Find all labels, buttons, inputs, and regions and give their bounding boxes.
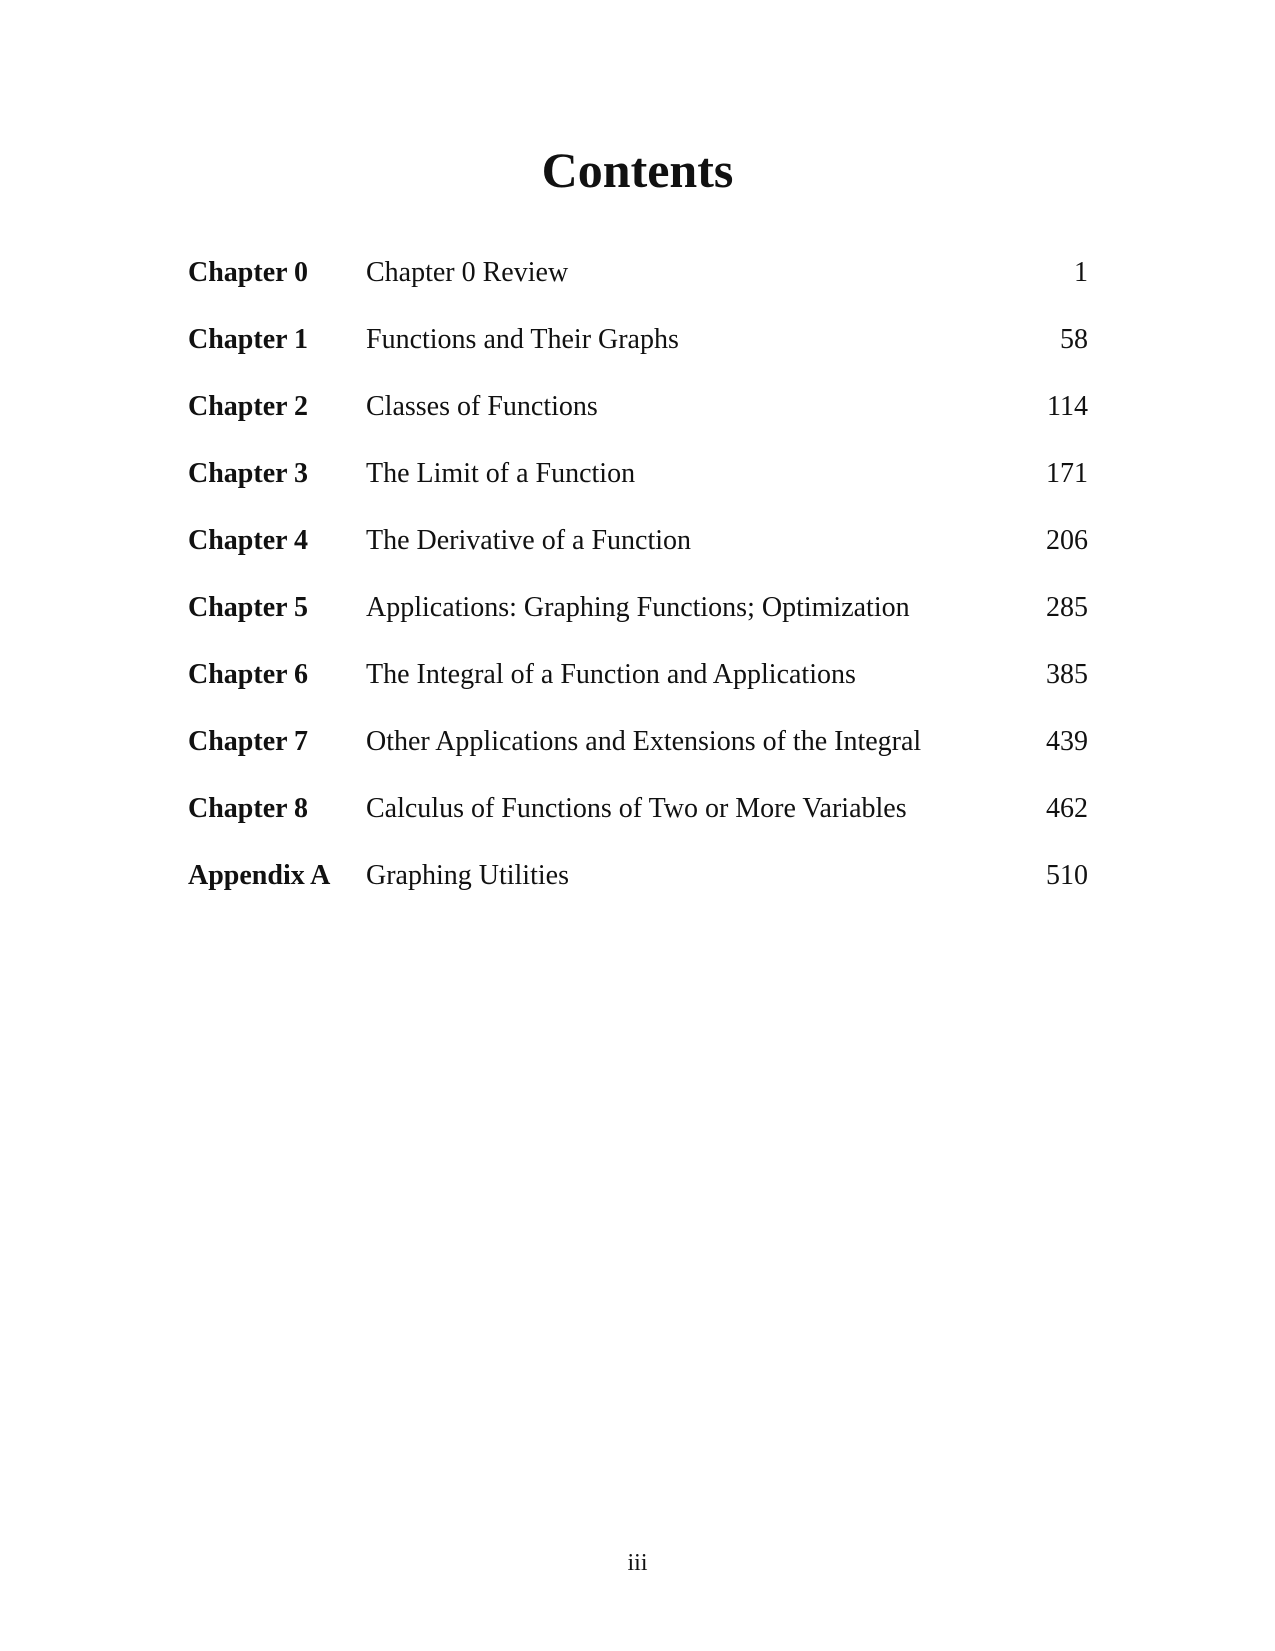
toc-entry-label: Chapter 8 [188, 793, 309, 824]
toc-entry-title: Graphing Utilities [366, 860, 569, 891]
toc-entry-page: 206 [1046, 525, 1088, 556]
toc-entry-title: Chapter 0 Review [366, 257, 569, 288]
toc-entry-title: Other Applications and Extensions of the Integral [366, 726, 922, 757]
page-number: iii [627, 1550, 648, 1576]
page-title: Contents [541, 142, 734, 198]
toc-entry-title: The Limit of a Function [366, 458, 636, 489]
toc-entry-chapter-5[interactable] [188, 590, 1088, 657]
toc-entry-chapter-0[interactable] [188, 255, 1088, 322]
toc-entry-label: Chapter 7 [188, 726, 309, 757]
toc-entry-appendix-a[interactable] [188, 858, 1088, 925]
toc-entry-chapter-8[interactable] [188, 791, 1088, 858]
toc-entry-title: The Integral of a Function and Applications [366, 659, 856, 690]
toc-entry-label: Chapter 0 [188, 257, 309, 288]
toc-entry-chapter-6[interactable] [188, 657, 1088, 724]
toc-entry-chapter-1[interactable] [188, 322, 1088, 389]
toc-entry-chapter-7[interactable] [188, 724, 1088, 791]
toc-entry-label: Chapter 4 [188, 525, 309, 556]
toc-entry-label: Chapter 5 [188, 592, 309, 623]
toc-entry-page: 114 [1047, 391, 1088, 422]
toc-entry-label: Chapter 6 [188, 659, 309, 690]
toc-entry-chapter-2[interactable] [188, 389, 1088, 456]
toc-entry-title: Calculus of Functions of Two or More Variables [366, 793, 907, 824]
toc-entry-page: 171 [1046, 458, 1088, 489]
toc-entry-page: 462 [1046, 793, 1088, 824]
toc-entry-title: Applications: Graphing Functions; Optimization [366, 592, 910, 623]
toc-entry-title: The Derivative of a Function [366, 525, 692, 556]
toc-entry-label: Chapter 2 [188, 391, 309, 422]
toc-entry-label: Appendix A [188, 860, 331, 891]
toc-entry-page: 510 [1046, 860, 1088, 891]
toc-entry-title: Functions and Their Graphs [366, 324, 679, 355]
table-of-contents [188, 255, 1088, 925]
toc-entry-page: 439 [1046, 726, 1088, 757]
toc-entry-label: Chapter 1 [188, 324, 309, 355]
toc-entry-page: 285 [1046, 592, 1088, 623]
toc-entry-page: 58 [1060, 324, 1088, 355]
toc-entry-page: 385 [1046, 659, 1088, 690]
toc-entry-label: Chapter 3 [188, 458, 309, 489]
toc-entry-title: Classes of Functions [366, 391, 598, 422]
toc-entry-page: 1 [1074, 257, 1088, 288]
toc-entry-chapter-3[interactable] [188, 456, 1088, 523]
toc-entry-chapter-4[interactable] [188, 523, 1088, 590]
